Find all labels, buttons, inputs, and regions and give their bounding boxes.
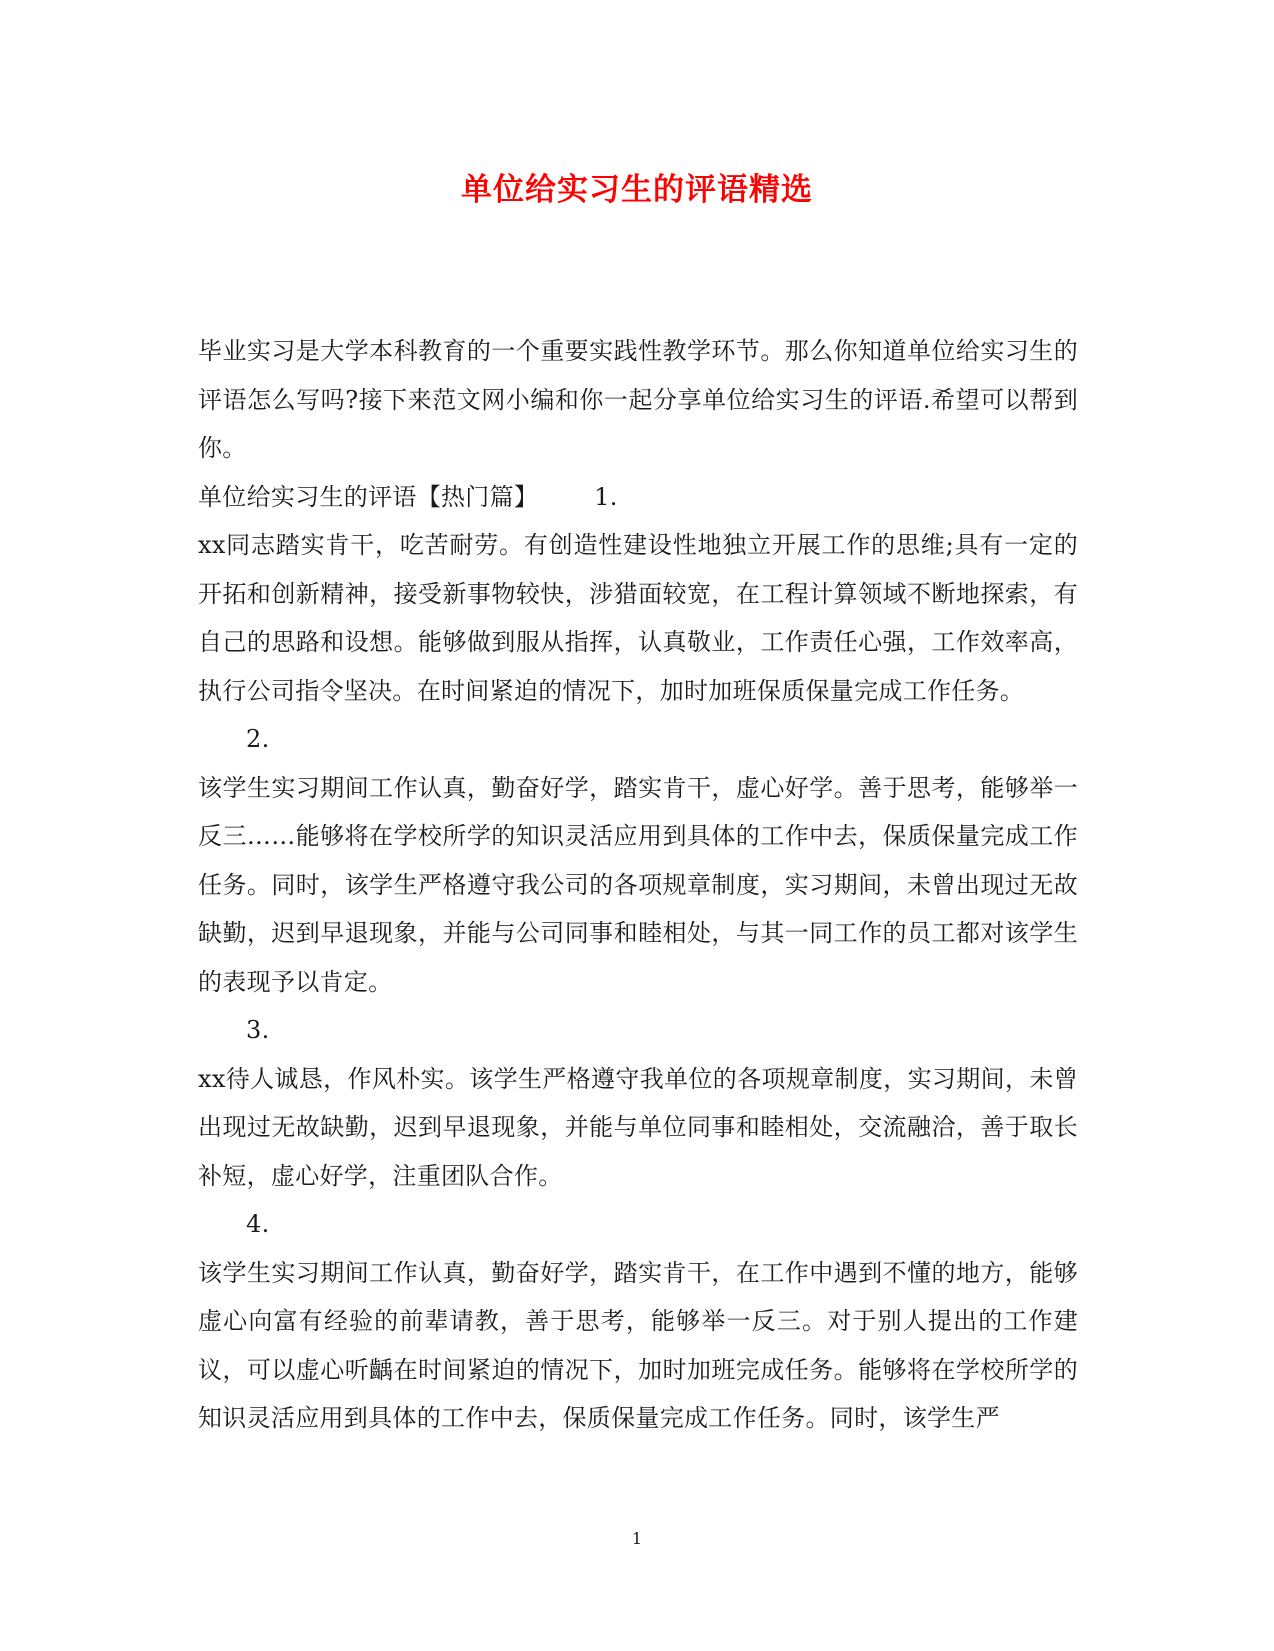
item-paragraph: 该学生实习期间工作认真，勤奋好学，踏实肯干，在工作中遇到不懂的地方，能够虚心向富有经验的前辈请教，善于思考，能够举一反三。对于别人提出的工作建议，可以虚心听齲在时间紧迫的情况下，加时加班完成任务。能够将在学校所学的知识灵活应用到具体的工作中去，保质保量完成工作任务。同时，该学生严 — [198, 1258, 1078, 1432]
item-number: 3. — [246, 1016, 270, 1044]
document-body — [198, 327, 1078, 1443]
item-number: 2. — [246, 725, 270, 753]
item-paragraph: xx待人诚恳，作风朴实。该学生严格遵守我单位的各项规章制度，实习期间，未曾出现过无故缺勤，迟到早退现象，并能与单位同事和睦相处，交流融洽，善于取长补短，虚心好学，注重团队合作。 — [198, 1064, 1078, 1190]
page-number: 1 — [631, 1529, 643, 1548]
item-paragraph: 该学生实习期间工作认真，勤奋好学，踏实肯干，虚心好学。善于思考，能够举一反三……能够将在学校所学的知识灵活应用到具体的工作中去，保质保量完成工作任务。同时，该学生严格遵守我公司的各项规章制度，实习期间，未曾出现过无故缺勤，迟到早退现象，并能与公司同事和睦相处，与其一同工作的员工都对该学生的表现予以肯定。 — [198, 773, 1078, 996]
document-title: 单位给实习生的评语精选 — [461, 172, 813, 208]
intro-paragraph: 毕业实习是大学本科教育的一个重要实践性教学环节。那么你知道单位给实习生的评语怎么写吗?接下来范文网小编和你一起分享单位给实习生的评语.希望可以帮到你。 — [198, 337, 1078, 462]
item-paragraph: xx同志踏实肯干，吃苦耐劳。有创造性建设性地独立开展工作的思维;具有一定的开拓和创新精神，接受新事物较快，涉猎面较宽，在工程计算领域不断地探索，有自己的思路和设想。能够做到服从指挥，认真敬业，工作责任心强，工作效率高，执行公司指令坚决。在时间紧迫的情况下，加时加班保质保量完成工作任务。 — [198, 531, 1078, 705]
section-heading: 单位给实习生的评语【热门篇】 — [198, 482, 539, 511]
item-number: 4. — [246, 1210, 270, 1238]
item-number: 1. — [594, 482, 618, 511]
section-heading-line — [198, 473, 1078, 522]
